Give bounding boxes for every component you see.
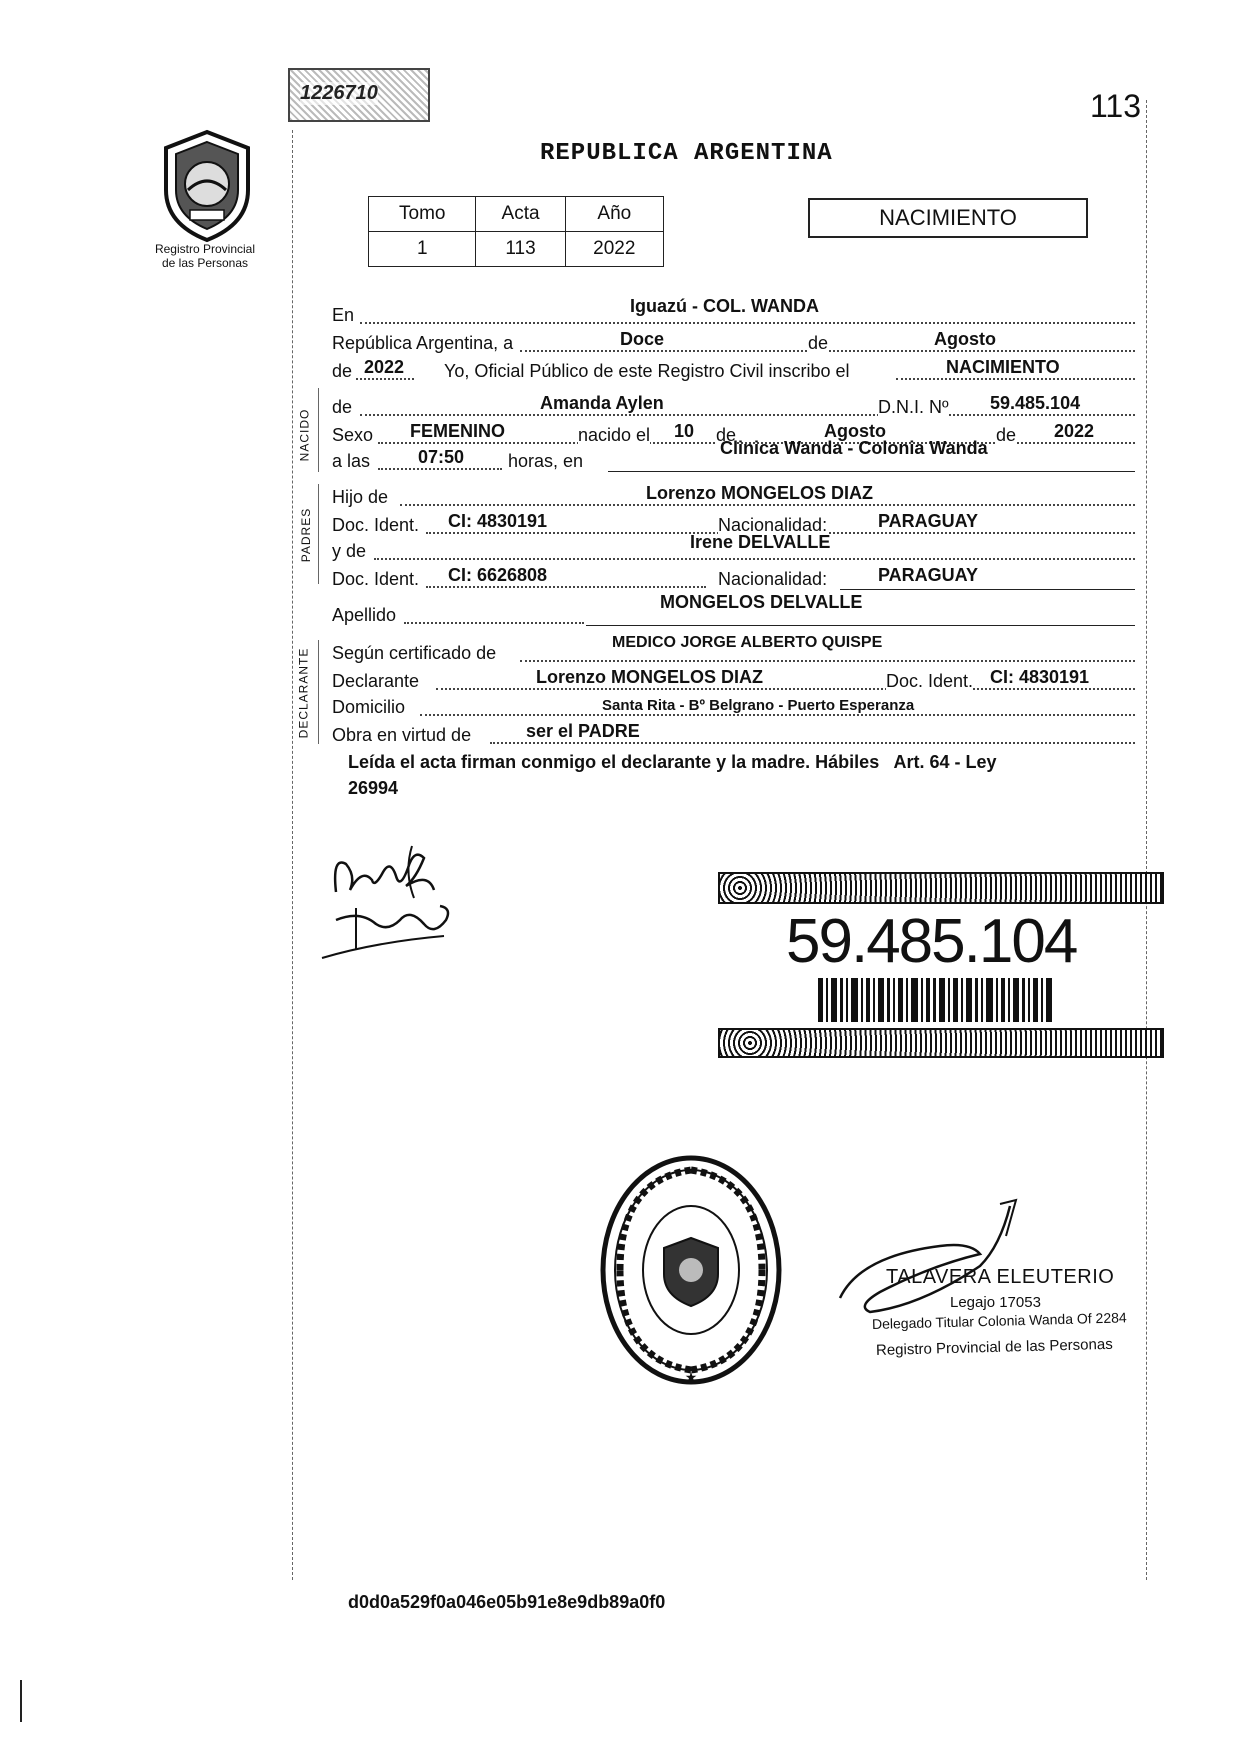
label-madre-nac: Nacionalidad: [718,569,828,589]
label-hijo-de: Hijo de [332,487,389,507]
ref-value-acta: 113 [476,232,565,267]
value-sexo: FEMENINO [410,421,506,441]
margin-mark [20,1680,22,1722]
value-mes-nac: Agosto [824,421,886,441]
value-padre: Lorenzo MONGELOS DIAZ [646,483,873,503]
sticker-pattern-bottom [718,1028,1164,1058]
official-legajo: Legajo 17053 [950,1294,1041,1311]
value-lugar-nac: Clinica Wanda - Colonia Wanda [720,438,988,458]
row-hijo-de [330,480,1135,510]
value-mes: Agosto [934,329,996,349]
row-y-de [330,534,1135,564]
row-apellido [330,592,1135,628]
label-y-de: y de [332,541,367,561]
header-title: REPUBLICA ARGENTINA [540,140,833,167]
side-label-nacido: NACIDO [297,408,312,462]
row-certificado [330,636,1135,666]
top-stamp [288,68,430,122]
record-type: NACIMIENTO [879,205,1017,230]
side-label-declarante: DECLARANTE [296,647,311,739]
provincial-logo [140,128,270,278]
row-domicilio [330,690,1135,720]
value-padre-doc: CI: 4830191 [448,511,548,531]
row-madre-doc [330,562,1135,592]
label-en: En [332,305,355,325]
reference-table-values [369,232,664,267]
value-declarante: Lorenzo MONGELOS DIAZ [536,667,763,687]
label-nacido-de2: de [716,425,737,445]
left-margin-line [292,130,293,1580]
document-hash: d0d0a529f0a046e05b91e8e9db89a0f0 [348,1592,666,1612]
row-obra [330,718,1135,748]
label-oficial: Yo, Oficial Público de este Registro Civil inscribo el [444,361,850,381]
barcode-icon [818,978,1058,1022]
value-dni: 59.485.104 [990,393,1081,413]
value-tipo: NACIMIENTO [946,357,1060,377]
label-sexo: Sexo [332,425,374,445]
right-margin-line [1146,100,1147,1580]
top-stamp-number: 1226710 [300,82,378,104]
value-madre-doc: CI: 6626808 [448,565,548,585]
value-dia: Doce [620,329,665,349]
label-republica: República Argentina, a [332,333,514,353]
label-apellido: Apellido [332,605,397,625]
official-cargo: Delegado Titular Colonia Wanda Of 2284 [871,1309,1127,1332]
row-fecha [330,326,1135,356]
official-registro: Registro Provincial de las Personas [875,1335,1113,1359]
row-nacido-hora [330,438,1135,474]
sticker-pattern-top [718,872,1164,904]
sticker-number: 59.485.104 [786,907,1077,976]
label-padre-doc: Doc. Ident. [332,515,420,535]
value-certificado: MEDICO JORGE ALBERTO QUISPE [612,634,883,651]
value-apellido: MONGELOS DELVALLE [660,592,863,612]
label-madre-doc: Doc. Ident. [332,569,420,589]
value-nombre: Amanda Aylen [540,393,664,413]
value-hora: 07:50 [418,447,465,467]
closing-line-1: Leída el acta firman conmigo el declarante y la madre. Hábiles Art. 64 - Ley [348,752,997,772]
row-en [330,298,1135,328]
ref-header-anio: Año [565,197,663,232]
row-inscribo [330,354,1135,384]
label-horas-en: horas, en [508,451,584,471]
reference-table-header [369,197,664,232]
label-nacido-de: de [332,397,353,417]
label-domicilio: Domicilio [332,697,406,717]
value-dia-nac: 10 [674,421,695,441]
label-padre-nac: Nacionalidad: [718,515,828,535]
value-padre-nac: PARAGUAY [878,511,979,531]
row-nacido-nombre [330,390,1135,420]
label-declarante-doc: Doc. Ident. [886,671,974,691]
label-dni: D.N.I. Nº [878,397,949,417]
ref-header-tomo: Tomo [369,197,476,232]
side-label-padres: PADRES [299,507,314,563]
logo-caption-2: de las Personas [161,256,249,270]
value-obra: ser el PADRE [526,721,640,741]
ref-value-tomo: 1 [369,232,476,267]
value-madre: Irene DELVALLE [690,532,831,552]
ref-header-acta: Acta [476,197,565,232]
value-anio: 2022 [364,357,405,377]
svg-text:★: ★ [684,1370,698,1386]
label-nacido-de3: de [996,425,1017,445]
value-lugar: Iguazú - COL. WANDA [630,296,819,316]
value-declarante-doc: CI: 4830191 [990,667,1090,687]
label-obra: Obra en virtud de [332,725,472,745]
page-number: 113 [1090,88,1142,124]
official-seal-icon [596,1150,786,1390]
label-declarante: Declarante [332,671,420,691]
declarante-signature-icon [316,828,466,968]
label-nacido-el: nacido el [578,425,651,445]
value-anio-nac: 2022 [1054,421,1095,441]
dni-sticker [718,872,1160,1056]
official-name: TALAVERA ELEUTERIO [886,1266,1115,1288]
value-madre-nac: PARAGUAY [878,565,979,585]
label-segun: Según certificado de [332,643,497,663]
label-de: de [808,333,829,353]
logo-caption-1: Registro Provincial [154,242,256,256]
label-de2: de [332,361,353,381]
reference-table [368,196,664,267]
label-alas: a las [332,451,371,471]
record-type-box [808,198,1088,238]
value-domicilio: Santa Rita - Bº Belgrano - Puerto Esperanza [602,697,915,714]
closing-line-2: 26994 [348,778,399,798]
coat-of-arms-icon [152,128,262,243]
ref-value-anio: 2022 [565,232,663,267]
